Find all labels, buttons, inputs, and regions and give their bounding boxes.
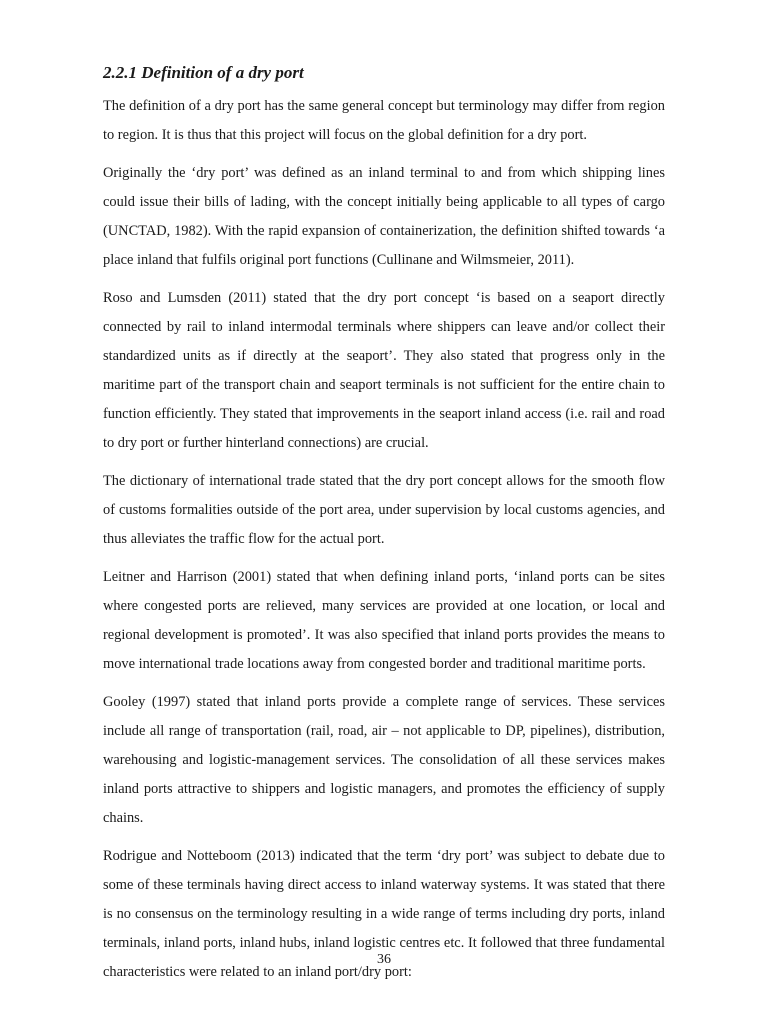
paragraph-gooley: Gooley (1997) stated that inland ports provide a complete range of services. These services include all range of transportation (rail, road, air – not applicable to DP, pipelines), distribution, warehousing and logistic-management services. The consolidation of all these services makes inland ports attractive to shippers and logistic managers, and promotes the efficiency of supply chains. bbox=[103, 694, 665, 826]
paragraph-original-definition: Originally the ‘dry port’ was defined as an inland terminal to and from which shipping lines could issue their bills of lading, with the concept initially being applicable to all types of cargo (UNCTAD, 1982). With the rapid expansion of containerization, the definition shifted towards ‘a place inland that fulfils original port functions (Cullinane and Wilmsmeier, 2011). bbox=[103, 165, 665, 268]
paragraph-leitner-harrison: Leitner and Harrison (2001) stated that when defining inland ports, ‘inland ports can be sites where congested ports are relieved, many services are provided at one location, or local and regional development is promoted’. It was also specified that inland ports provides the means to move international trade locations away from congested border and traditional maritime ports. bbox=[103, 569, 665, 672]
paragraph-intro: The definition of a dry port has the same general concept but terminology may differ from region to region. It is thus that this project will focus on the global definition for a dry port. bbox=[103, 98, 665, 143]
page-number: 36 bbox=[377, 952, 391, 967]
page-body bbox=[103, 58, 665, 996]
paragraph-dictionary: The dictionary of international trade stated that the dry port concept allows for the smooth flow of customs formalities outside of the port area, under supervision by local customs agencies, and thus alleviates the traffic flow for the actual port. bbox=[103, 473, 665, 547]
paragraph-roso-lumsden: Roso and Lumsden (2011) stated that the dry port concept ‘is based on a seaport directly connected by rail to inland intermodal terminals where shippers can leave and/or collect their standardized units as if directly at the seaport’. They also stated that progress only in the maritime part of the transport chain and seaport terminals is not sufficient for the entire chain to function efficiently. They stated that improvements in the seaport inland access (i.e. rail and road to dry port or further hinterland connections) are crucial. bbox=[103, 290, 665, 451]
paragraph-rodrigue-notteboom: Rodrigue and Notteboom (2013) indicated that the term ‘dry port’ was subject to debate due to some of these terminals having direct access to inland waterway systems. It was stated that there is no consensus on the terminology resulting in a wide range of terms including dry ports, inland terminals, inland ports, inland hubs, inland logistic centres etc. It followed that three fundamental characteristics were related to an inland port/dry port: bbox=[103, 848, 665, 980]
section-heading: 2.2.1 Definition of a dry port bbox=[103, 63, 304, 82]
